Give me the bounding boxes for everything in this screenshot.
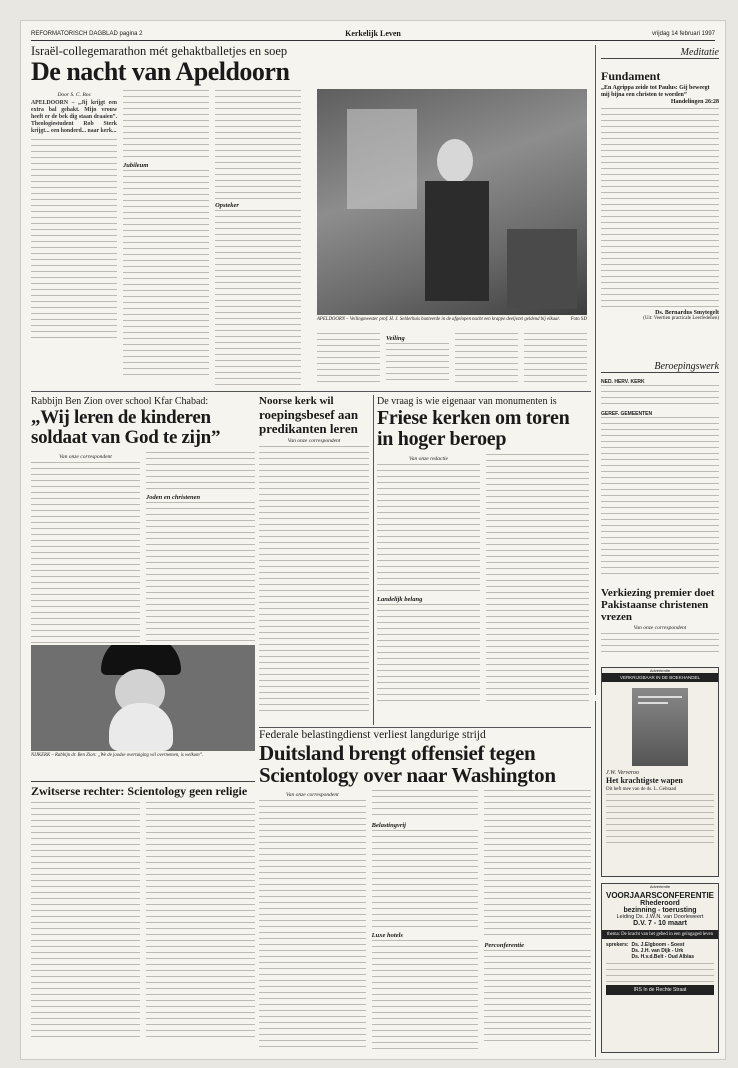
pakistan-byline: Van onze correspondent [633,625,687,631]
book-ad-blurb: Dit heft mee van de ds. L. Gebraad [606,787,677,792]
main-caption-text: APELDOORN – Veilingmeester prof. H. J. Selderhuis hanteerde in de afgelopen nacht een krappe deeljezel geldend bij elkaar. [317,317,560,322]
zion-photo [31,645,255,751]
meditatie-reference: Handelingen 26:28 [670,99,719,105]
main-story [31,45,591,389]
beroepingswerk-section-1: NED. HERV. KERK [601,379,645,385]
zion-byline: Van onze correspondent [59,454,112,460]
main-byline: Door S. C. Bos [57,92,91,98]
conference-ad-leader: Leiding Ds. J.W.N. van Doorleweert [616,914,704,920]
masthead-paper: REFORMATORISCH DAGBLAD pagina 2 [31,31,143,37]
main-headline: De nacht van Apeldoorn [31,57,290,86]
masthead-section: Kerkelijk Leven [345,29,401,38]
conference-ad-subtitle: bezinning - toerusting [623,907,697,914]
masthead-date: vrijdag 14 februari 1997 [651,31,715,37]
conference-ad-org: IRS In de Rechte Straat [606,985,714,995]
meditatie-title: Fundament [601,69,661,83]
conference-ad [601,883,719,1053]
beroepingswerk-section-2: GEREF. GEMEENTEN [601,411,653,417]
book-ad-title: Het krachtigste wapen [606,776,683,785]
scientology-sub-3: Perconferentie [484,942,525,949]
scientology-story [259,729,591,1059]
zion-sub: Joden en christenen [146,494,201,501]
zion-caption-text: NIJKERK – Rabbijn dr. Ben Zion: „We de joodse overtuiging wil overnemen, is welkom”. [31,753,204,758]
conference-ad-label: Advertentie [649,884,671,889]
column-rule [373,395,374,725]
newspaper-page [20,20,726,1060]
main-photo [317,89,587,315]
meditatie-verse: „En Agrippa zeide tot Paulus: Gij beweegt mij bijna een christen te worden” [601,85,710,98]
row-rule [259,727,591,728]
scientology-byline: Van onze correspondent [286,792,339,798]
beroepingswerk-column [601,361,719,583]
conference-ad-speakers-label: sprekers: [606,942,629,948]
conference-ad-theme: thema: De kracht van het gebed in een geïngaged leven [602,930,718,939]
main-sub-jubileum: Jubileum [123,162,149,169]
row-rule [31,391,591,392]
main-caption-credit: Foto SD [570,317,587,322]
noorse-story [259,395,369,725]
main-kicker: Israël-collegemarathon mét gehaktballetjes en soep [31,45,288,58]
book-ad-cover [632,688,688,766]
friese-byline: Van onze redactie [409,456,448,462]
zion-headline: „Wij leren de kinderen soldaat van God te zijn” [31,407,221,448]
main-sub-opsteker: Opsteker [215,202,239,209]
book-ad [601,667,719,877]
noorse-headline: roepingsbesef aan predikanten leren [259,407,359,436]
noorse-byline: Van onze correspondent [287,438,341,444]
friese-sub: Landelijk belang [377,596,423,603]
meditatie-author: Ds. Bernardus Smytegelt [655,310,719,316]
zwitserse-headline: Zwitserse rechter: Scientology geen religie [31,781,255,798]
conference-ad-title: VOORJAARSCONFERENTIE [605,891,714,900]
meditatie-author-note: (Uit: Veertien practicale Leerredenen) [643,316,719,321]
meditatie-tag: Meditatie [601,47,719,59]
pakistan-story [601,587,719,663]
conference-ad-speaker: Ds. J.Elgboom - Soest [631,942,685,948]
main-photo-caption [317,317,587,323]
conference-ad-speaker: Ds. H.v.d.Belt - Oud Alblas [631,954,695,960]
meditatie-column [601,47,719,347]
book-ad-label: Advertentie [649,668,671,673]
main-sub-veiling: Veiling [386,335,405,342]
pakistan-headline: Verkiezing premier doet Pakistaanse christenen vrezen [601,587,715,623]
scientology-sub-2: Luxe hotels [371,932,403,939]
zion-kicker: Rabbijn Ben Zion over school Kfar Chabad: [31,396,209,407]
scientology-sub-1: Belastingvrij [371,822,406,829]
friese-story [377,395,589,725]
book-ad-author: J.W. Ververoo [606,770,640,776]
column-rule [595,45,596,695]
column-rule [595,701,596,1057]
zion-story [31,395,255,775]
noorse-kicker: Noorse kerk wil [259,395,334,407]
book-ad-banner: VERKRIJGBAAR IN DE BOEKHANDEL [602,673,718,682]
zion-caption [31,753,255,759]
zwitserse-story [31,781,255,1057]
main-lead: APELDOORN – „Jij krijgt een extra bal gehakt. Mijn vrouw heeft er de bek dig staan draaien”. Theologiestudent Rob Sterk krijgt... een honderd... naar kerk... [31,100,118,134]
beroepingswerk-tag: Beroepingswerk [601,361,719,373]
conference-ad-venue: Rhederoord [640,900,680,907]
masthead [31,27,715,41]
friese-kicker: De vraag is wie eigenaar van monumenten is [377,396,557,407]
scientology-kicker: Federale belastingdienst verliest langdurige strijd [259,729,486,741]
conference-ad-dates: D.V. 7 - 10 maart [633,920,687,927]
conference-ad-speaker: Ds. J.H. van Dijk - Urk [631,948,684,954]
friese-headline: Friese kerken om toren in hoger beroep [377,407,570,450]
scientology-headline: Duitsland brengt offensief tegen Scientology over naar Washington [259,741,556,787]
